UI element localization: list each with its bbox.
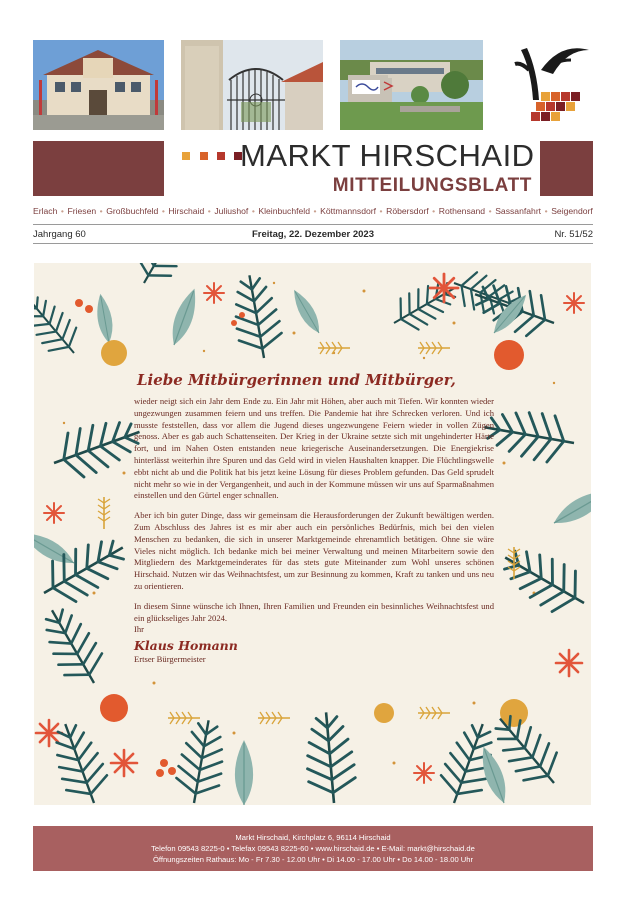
signature-title: Ertser Bürgermeister: [134, 654, 206, 665]
place-erlach: Erlach: [33, 206, 58, 216]
gate-photo: [181, 40, 323, 130]
letter-paragraph-3: In diesem Sinne wünsche ich Ihnen, Ihren Familien und Freunden ein besinnliches Weihnachtsfest und ein glückseliges Jahr 2024.: [134, 600, 494, 623]
issue-bar: [33, 224, 593, 244]
issue-number: Nr. 51/52: [554, 229, 593, 240]
school-building-photo: [340, 40, 483, 130]
footer: [33, 826, 593, 871]
places-list: Erlach • Friesen • Großbuchfeld • Hirschaid • Juliushof • Kleinbuchfeld • Köttmannsdorf • Röbersdorf • Rothensand • Sassanfahrt • Seigendorf: [33, 206, 593, 216]
letter-paragraph-2: Aber ich bin guter Dinge, dass wir gemeinsam die Herausforderungen der Zukunft bewältigen werden. Zum Abschluss des Jahres ist es mir aber auch ein persönliches Bedürfnis, mich bei den vielen Menschen zu bedanken, die sich in unserer Marktgemeinde ehrenamtlich betätigen. Ohne sie wäre Vieles nicht möglich. Ich bedanke mich bei meiner Verwaltung und meinen Mitarbeitern sowie den Mitgliedern des Marktgemeinderates für das stets gute Miteinander zum Wohl unseres schönen Hirschaid. Nutzen wir das Weihnachtsfest, um zur Besinnung zu kommen, Kraft zu tanken und uns neu zu orientieren.: [134, 510, 494, 591]
place-seigendorf: Seigendorf: [551, 206, 593, 216]
letter-closing: Ihr: [134, 624, 145, 635]
page-subtitle: MITTEILUNGSBLATT: [332, 175, 532, 196]
header-photos: [33, 40, 593, 130]
letter-paragraph-1: wieder neigt sich ein Jahr dem Ende zu. Ein Jahr mit Höhen, aber auch mit Tiefen. Wir konnten wieder ungezwungen zusammen feiern und uns treffen. Die Pandemie hat ihre Schrecken verloren. Und ich musste feststellen, dass vor allem die Jugend dieses ungezwungene Feiern wieder in vollen Zügen genoss. Aber es gab auch Schattenseiten. Der Krieg in der Ukraine setzte sich mit ungehinderter Härte fort, und im Nahen Osten entstanden neue kriegerische Auseinandersetzungen. Die Energiekrise hinterlässt weiterhin ihre Spuren und das Geld wird in vielen Haushalten knapper. Die Flüchtlingswelle ebbt nicht ab und die Politik hat bis jetzt keine Lösung für dieses Problem gefunden. Das Geld sprudelt nicht mehr so wie in der Vergangenheit, und auch in der Kommune müssen wir uns auf Sparmaßnahmen einstellen und den Gürtel enger schnallen.: [134, 396, 494, 501]
footer-contact: Telefon 09543 8225-0 • Telefax 09543 8225-60 • www.hirschaid.de • E-Mail: markt@hirschaid.de: [151, 844, 475, 853]
signature: Klaus Homann: [134, 638, 238, 654]
place-hirschaid: Hirschaid: [168, 206, 205, 216]
page-title: MARKT HIRSCHAID: [240, 138, 535, 173]
place-grossbuchfeld: Großbuchfeld: [106, 206, 159, 216]
place-kleinbuchfeld: Kleinbuchfeld: [258, 206, 310, 216]
place-roebersdorf: Röbersdorf: [386, 206, 429, 216]
town-hall-photo: [33, 40, 164, 130]
title-band-right: [540, 141, 593, 196]
square-orange: [182, 152, 190, 160]
place-rothensand: Rothensand: [438, 206, 486, 216]
place-sassanfahrt: Sassanfahrt: [495, 206, 542, 216]
title-band-left: [33, 141, 164, 196]
square-red-orange: [200, 152, 208, 160]
place-friesen: Friesen: [67, 206, 97, 216]
christmas-letter-card: [34, 263, 591, 805]
footer-address: Markt Hirschaid, Kirchplatz 6, 96114 Hirschaid: [235, 833, 391, 842]
place-juliushof: Juliushof: [214, 206, 249, 216]
letter-greeting: Liebe Mitbürgerinnen und Mitbürger,: [137, 371, 456, 389]
square-red: [217, 152, 225, 160]
letter-body: [134, 371, 494, 664]
issue-volume: Jahrgang 60: [33, 229, 86, 240]
issue-date: Freitag, 22. Dezember 2023: [252, 229, 374, 240]
place-koettmannsdorf: Köttmannsdorf: [320, 206, 376, 216]
hirschaid-logo-icon: [501, 40, 593, 130]
footer-opening-hours: Öffnungszeiten Rathaus: Mo - Fr 7.30 - 12.00 Uhr • Di 14.00 - 17.00 Uhr • Do 14.00 - 18.00 Uhr: [152, 855, 474, 864]
